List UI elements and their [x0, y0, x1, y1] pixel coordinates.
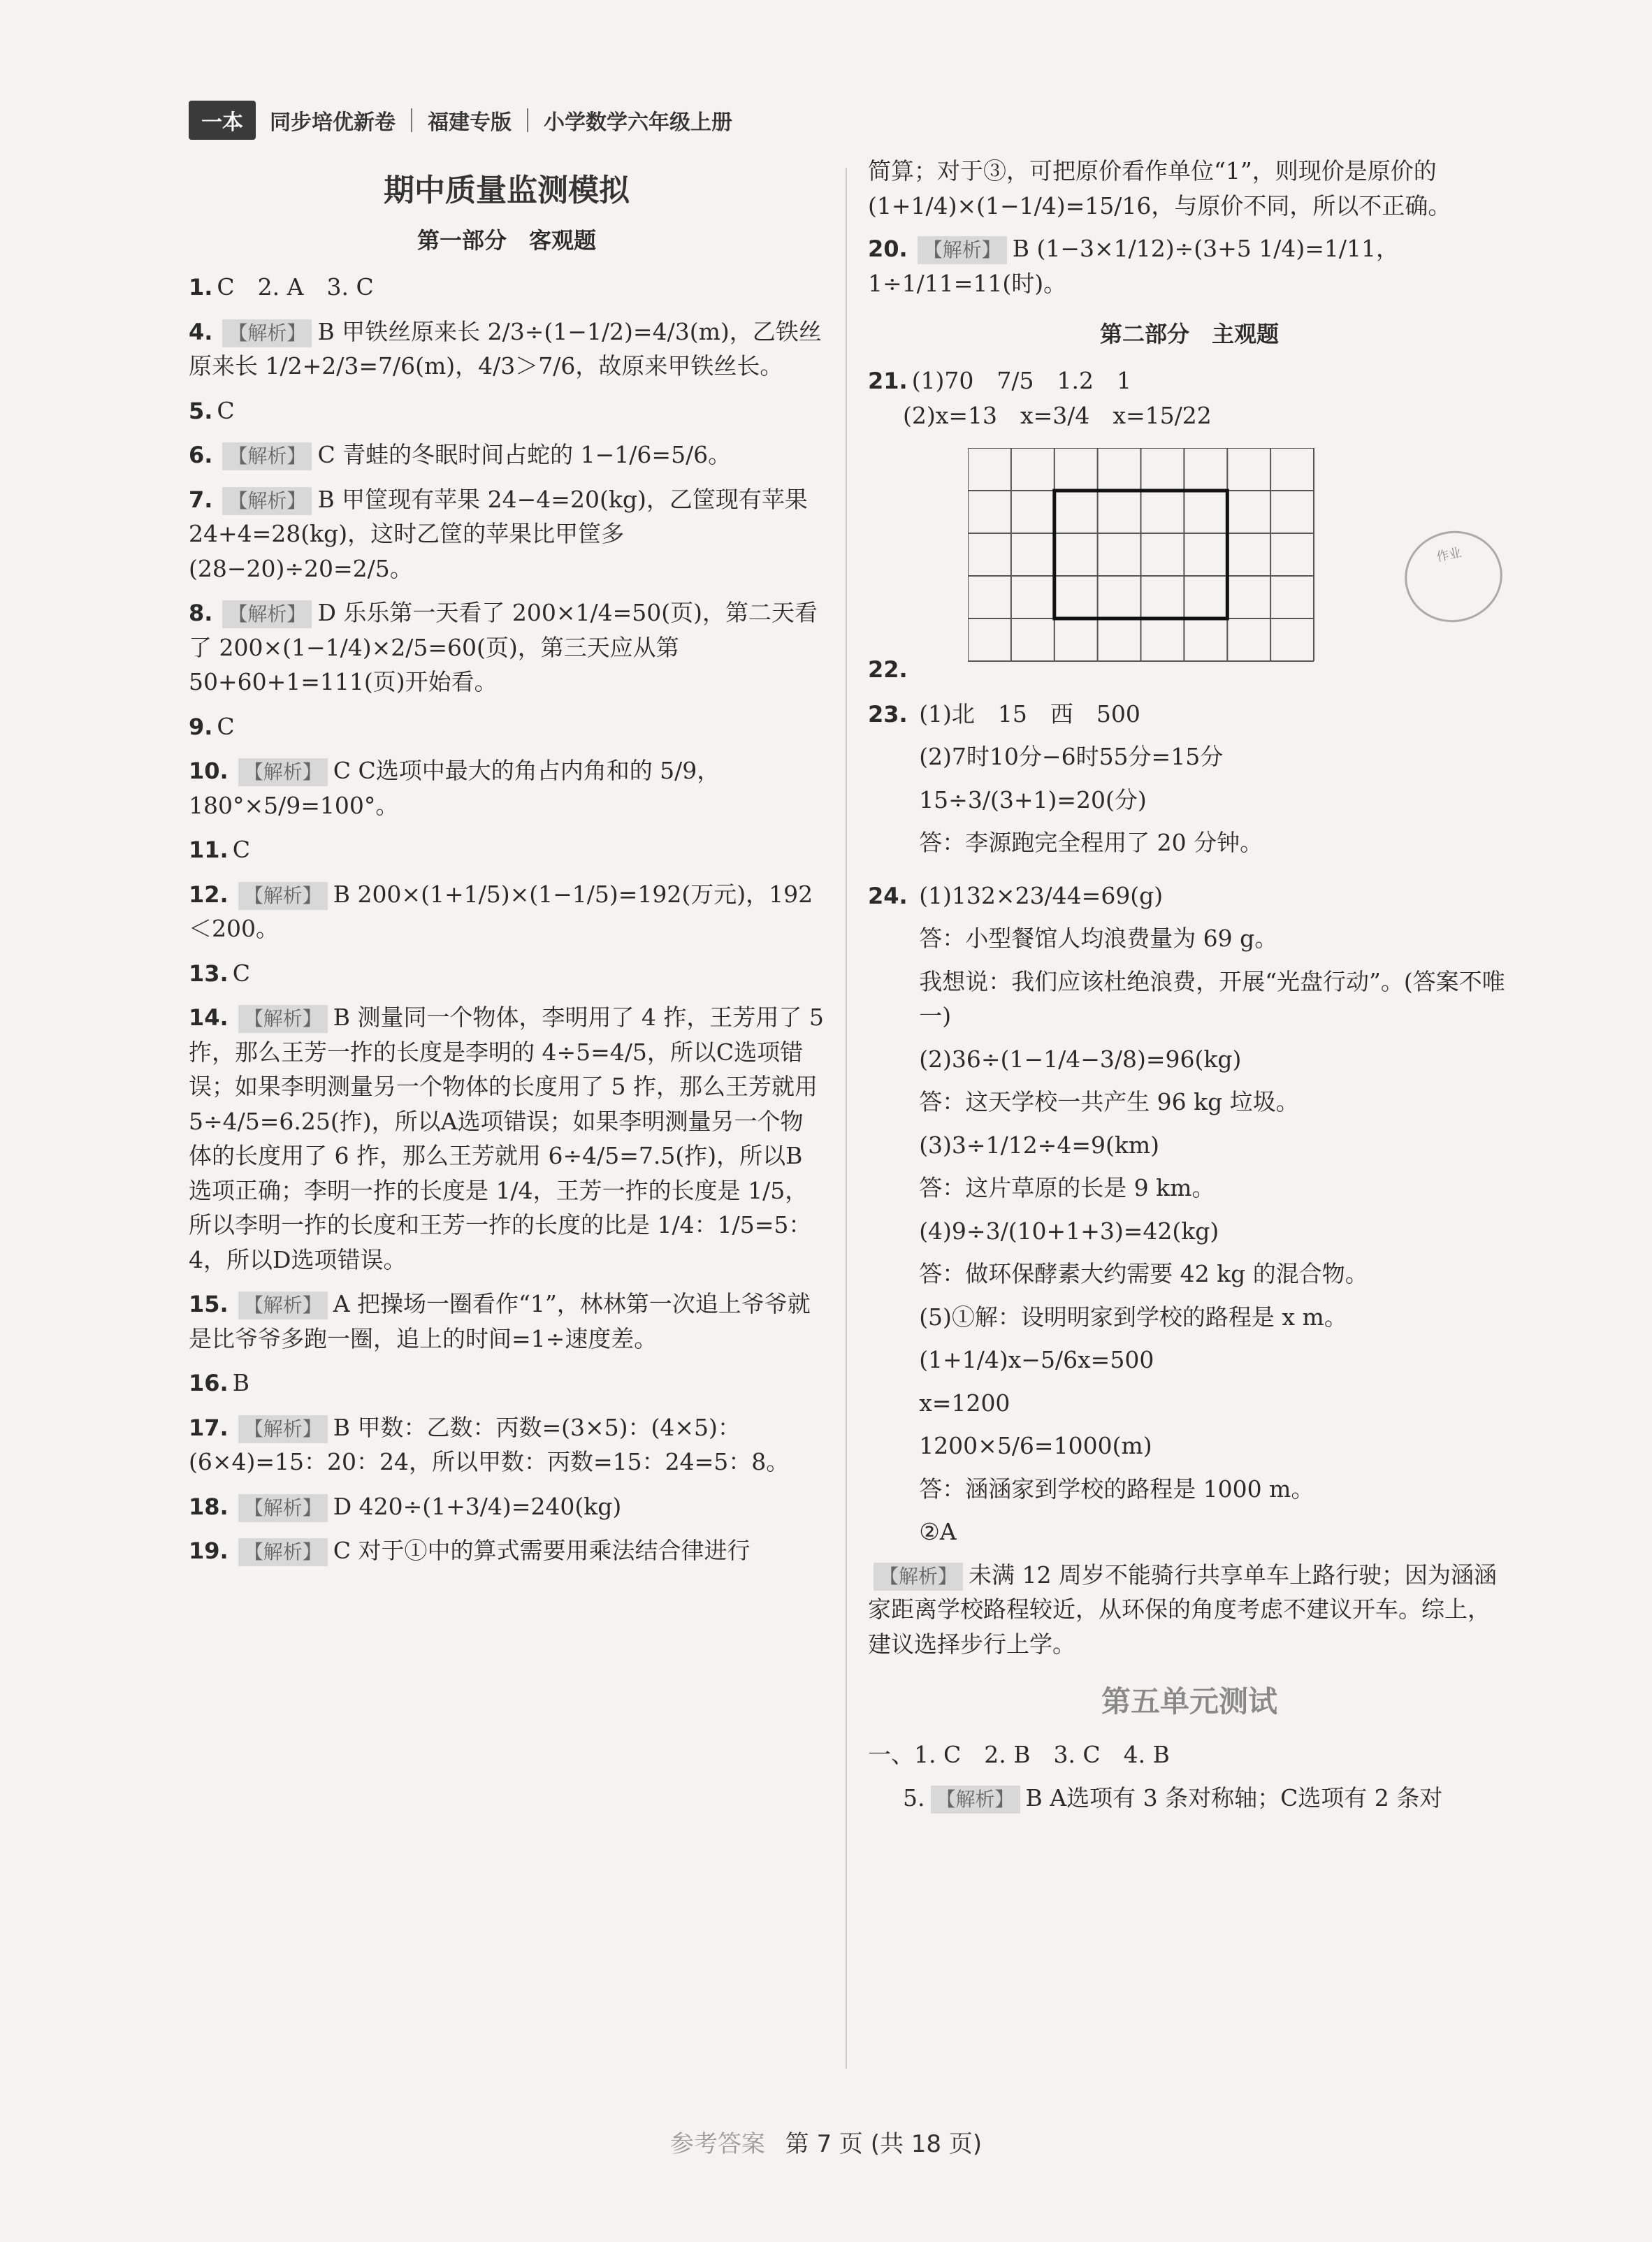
left-answer-list: [189, 270, 825, 1568]
left-column: [189, 154, 825, 1578]
analysis-tag: 【解析】: [238, 1005, 328, 1033]
item-number: 6.: [189, 442, 213, 468]
answer-item: [189, 877, 825, 946]
item-24-lines: [919, 878, 1506, 1558]
column-divider: [846, 168, 847, 2069]
subject-name: 小学数学六年级上册: [544, 110, 732, 135]
analysis-tag: 【解析】: [222, 442, 312, 470]
item-number: 4.: [189, 318, 213, 345]
analysis-tag: 【解析】: [238, 758, 328, 786]
answer-line: 我想说：我们应该杜绝浪费，开展“光盘行动”。(答案不唯一): [919, 967, 1505, 1029]
answer-line: (4)9÷3/(10+1+3)=42(kg): [919, 1217, 1219, 1245]
answer-item-23: [868, 697, 1511, 869]
page-footer: [0, 2125, 1652, 2159]
answer-line: (3)3÷1/12÷4=9(km): [919, 1131, 1160, 1159]
answer-line: x=1200: [919, 1389, 1010, 1417]
analysis-tag: 【解析】: [222, 487, 312, 515]
answer-item: [189, 1287, 825, 1356]
answer-item: [189, 1533, 825, 1568]
stamp-text: 作业: [1435, 545, 1463, 565]
unit-five-line-2: [868, 1781, 1511, 1816]
analysis-tag: 【解析】: [238, 1494, 328, 1522]
answer-line: 答：这天学校一共产生 96 kg 垃圾。: [919, 1088, 1299, 1115]
item-number: 13.: [189, 960, 229, 987]
item-number: 16.: [189, 1370, 229, 1396]
item-number: 12.: [189, 881, 229, 908]
answer-item: [189, 832, 825, 867]
answer-item: [189, 270, 825, 305]
part-two-heading: 第二部分 主观题: [1099, 321, 1279, 347]
answer-item: [189, 437, 825, 472]
item-text: D 420÷(1+3/4)=240(kg): [333, 1492, 622, 1520]
header-separator: [411, 108, 412, 132]
analysis-tag: 【解析】: [222, 600, 312, 628]
item-text: C: [217, 396, 235, 424]
item-text: B 测量同一个物体，李明用了 4 拃，王芳用了 5 拃，那么王芳一拃的长度是李明的 4÷5=4/5，所以C选项错误；如果李明测量另一个物体的长度用了 5 拃，那么王芳就用 5÷4/5=6.25(拃)，所以A选项错误；如果李明测量另一个物体的长度用了 6 拃，那么王芳就用 6÷4/5=7.5(拃)，所以B选项正确；李明一拃的长度是 1/4，王芳一拃的长度是 1/5，所以李明一拃的长度和王芳一拃的长度的比是 1/4：1/5=5：4，所以D选项错误。: [189, 1004, 824, 1273]
answer-item: [189, 393, 825, 428]
item-number: 22.: [868, 656, 908, 683]
analysis-tag: 【解析】: [238, 1292, 328, 1319]
item-19-continuation: 简算；对于③，可把原价看作单位“1”，则现价是原价的(1+1/4)×(1−1/4)=15/16，与原价不同，所以不正确。: [868, 157, 1451, 219]
item-24-analysis: [868, 1558, 1511, 1662]
item-text: B A选项有 3 条对称轴；C选项有 2 条对: [1025, 1784, 1443, 1811]
answer-item: [189, 595, 825, 700]
answer-item: [189, 753, 825, 823]
item-text: C C选项中最大的角占内角和的 5/9，180°×5/9=100°。: [189, 757, 720, 819]
answer-line: ②A: [919, 1518, 957, 1545]
item-number: 10.: [189, 758, 229, 784]
answer-item: [189, 314, 825, 384]
item-text: A 把操场一圈看作“1”，林林第一次追上爷爷就是比爷爷多跑一圈，追上的时间=1÷速度差。: [189, 1290, 811, 1352]
answer-item-20: [868, 231, 1511, 301]
right-column: [868, 154, 1511, 1823]
series-name: 同步培优新卷: [270, 110, 396, 135]
analysis-tag: 【解析】: [931, 1786, 1020, 1814]
item-number: 21.: [868, 368, 908, 394]
answer-line: (1+1/4)x−5/6x=500: [919, 1346, 1154, 1373]
analysis-tag: 【解析】: [238, 1538, 328, 1566]
analysis-tag: 【解析】: [238, 882, 328, 910]
item-text: C 对于①中的算式需要用乘法结合律进行: [333, 1537, 751, 1564]
item-23-lines: [919, 697, 1263, 869]
item-text: B 甲数：乙数：丙数=(3×5)：(4×5)：(6×4)=15：20：24，所以甲数：丙数=15：24=5：8。: [189, 1413, 790, 1475]
item-subline: (2)x=13 x=3/4 x=15/22: [903, 401, 1212, 429]
answer-line: (2)36÷(1−1/4−3/8)=96(kg): [919, 1045, 1242, 1073]
page-number: 第 7 页 (共 18 页): [785, 2130, 983, 2158]
item-number: 7.: [189, 486, 213, 513]
grid-drawing: [968, 448, 1317, 665]
item-text: B (1−3×1/12)÷(3+5 1/4)=1/11，1÷1/11=11(时)。: [868, 235, 1399, 297]
unit-five-title: 第五单元测试: [1101, 1684, 1277, 1719]
exam-title: 期中质量监测模拟: [384, 173, 630, 208]
answer-line: (1)132×23/44=69(g): [919, 881, 1164, 909]
answer-item: [189, 482, 825, 586]
answer-line: 答：这片草原的长是 9 km。: [919, 1174, 1215, 1201]
part-one-heading: 第一部分 客观题: [416, 227, 596, 254]
answer-line: 15÷3/(3+1)=20(分): [919, 786, 1147, 813]
analysis-tag: 【解析】: [874, 1563, 963, 1591]
item-number: 14.: [189, 1004, 229, 1031]
item-number: 18.: [189, 1493, 229, 1520]
item-number: 24.: [868, 882, 908, 909]
answer-line: 1200×5/6=1000(m): [919, 1432, 1152, 1459]
item-text: C: [217, 712, 235, 740]
answer-item-24: [868, 878, 1511, 1662]
item-text: C: [232, 836, 250, 863]
item-text: B 甲铁丝原来长 2/3÷(1−1/2)=4/3(m)，乙铁丝原来长 1/2+2/3=7/6(m)，4/3＞7/6，故原来甲铁丝长。: [189, 317, 822, 379]
answer-item: [189, 956, 825, 991]
item-number: 15.: [189, 1291, 229, 1317]
item-number: 23.: [868, 700, 908, 728]
analysis-tag: 【解析】: [222, 319, 312, 347]
analysis-tag: 【解析】: [238, 1415, 328, 1443]
analysis-text: 未满 12 周岁不能骑行共享单车上路行驶；因为涵涵家距离学校路程较近，从环保的角度考虑不建议开车。综上，建议选择步行上学。: [868, 1561, 1497, 1658]
footer-label: 参考答案: [669, 2130, 765, 2158]
item-number: 8.: [189, 600, 213, 626]
header-separator: [527, 108, 528, 132]
item-number: 17.: [189, 1414, 229, 1441]
header: [189, 99, 732, 141]
grid-lines: [968, 448, 1314, 661]
answer-line: (2)7时10分−6时55分=15分: [919, 743, 1224, 770]
item-number: 11.: [189, 837, 229, 863]
answer-line: (1)北 15 西 500: [919, 700, 1140, 728]
answer-line: 答：做环保酵素大约需要 42 kg 的混合物。: [919, 1260, 1368, 1287]
item-text: D 乐乐第一天看了 200×1/4=50(页)，第二天看了 200×(1−1/4)×2/5=60(页)，第三天应从第 50+60+1=111(页)开始看。: [189, 599, 818, 695]
brand-logo: 一本: [189, 101, 256, 140]
answer-item: [189, 1410, 825, 1480]
answer-item: [189, 1000, 825, 1277]
item-number: 20.: [868, 236, 908, 262]
answer-item: [189, 709, 825, 744]
edition-name: 福建专版: [428, 110, 512, 135]
item-text: (1)70 7/5 1.2 1: [911, 367, 1132, 394]
answer-line: 答：李源跑完全程用了 20 分钟。: [919, 829, 1263, 856]
answer-line: (5)①解：设明明家到学校的路程是 x m。: [919, 1303, 1347, 1331]
answer-item-21: [868, 363, 1511, 433]
item-number: 5.: [903, 1784, 925, 1811]
answer-item: [189, 1366, 825, 1401]
answer-line: 答：小型餐馆人均浪费量为 69 g。: [919, 925, 1278, 952]
item-text: B 甲筐现有苹果 24−4=20(kg)，乙筐现有苹果 24+4=28(kg)，这时乙筐的苹果比甲筐多(28−20)÷20=2/5。: [189, 485, 808, 582]
item-number: 1.: [189, 274, 213, 301]
item-text: C: [232, 959, 250, 987]
answer-line: 答：涵涵家到学校的路程是 1000 m。: [919, 1475, 1314, 1503]
item-text: C 青蛙的冬眠时间占蛇的 1−1/6=5/6。: [317, 441, 732, 468]
item-number: 5.: [189, 397, 213, 424]
item-text: B: [232, 1369, 249, 1396]
analysis-tag: 【解析】: [918, 236, 1007, 264]
item-number: 9.: [189, 713, 213, 740]
item-text: B 200×(1+1/5)×(1−1/5)=192(万元)，192＜200。: [189, 880, 813, 942]
item-text: C 2. A 3. C: [217, 273, 374, 301]
item-number: 19.: [189, 1538, 229, 1564]
answer-item: [189, 1489, 825, 1524]
unit-five-line-1: 一、1. C 2. B 3. C 4. B: [868, 1741, 1170, 1768]
